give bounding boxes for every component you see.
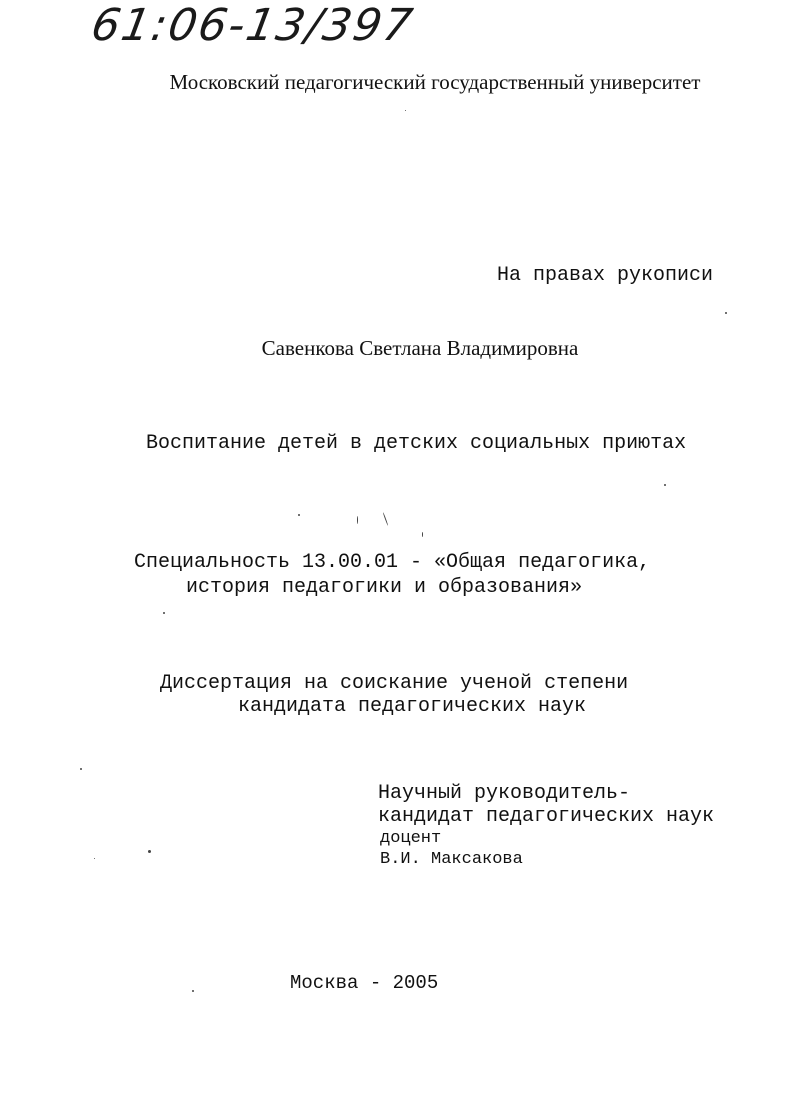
university-name: Московский педагогический государственный университет <box>169 70 701 94</box>
scan-speck <box>192 990 194 992</box>
city-year: Москва - 2005 <box>290 972 439 994</box>
advisor-role: Научный руководитель- <box>378 782 631 805</box>
advisor-name: В.И. Максакова <box>380 850 523 869</box>
scan-speck <box>298 514 300 516</box>
scan-speck <box>357 516 358 524</box>
dissertation-type-line-1: Диссертация на соискание ученой степени <box>160 672 629 695</box>
advisor-rank: доцент <box>380 829 442 848</box>
scan-speck <box>664 484 666 486</box>
specialty-line-2: история педагогики и образования» <box>186 576 583 599</box>
author-name: Савенкова Светлана Владимировна <box>261 336 579 360</box>
handwritten-catalog-number: 61:06-13/397 <box>87 0 418 51</box>
dissertation-title: Воспитание детей в детских социальных приютах <box>146 432 687 455</box>
specialty-line-1: Специальность 13.00.01 - «Общая педагогика, <box>134 551 651 574</box>
advisor-degree: кандидат педагогических наук <box>378 805 715 828</box>
manuscript-note: На правах рукописи <box>497 264 714 287</box>
scan-speck <box>163 612 165 614</box>
scan-speck <box>383 512 389 525</box>
scan-speck <box>80 768 82 770</box>
scan-speck <box>725 312 727 314</box>
scan-speck <box>94 858 95 859</box>
scan-speck <box>405 110 406 111</box>
scan-speck <box>148 850 151 853</box>
dissertation-type-line-2: кандидата педагогических наук <box>238 695 587 718</box>
scan-speck <box>422 532 423 537</box>
